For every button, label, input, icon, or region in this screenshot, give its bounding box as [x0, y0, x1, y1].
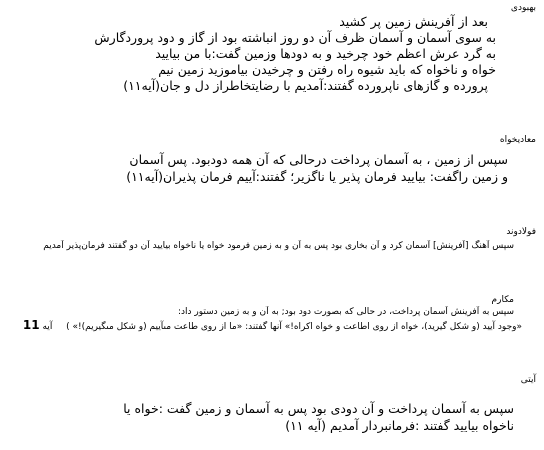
translation-makarem	[4, 294, 536, 334]
verse-line: سپس از زمین ، به آسمان پرداخت درحالی که آن همه دودبود. پس آسمان	[129, 152, 508, 167]
translator-name: مکارم	[491, 295, 514, 305]
translation-behboudi	[4, 2, 536, 94]
verse-label: آیه	[42, 322, 53, 332]
verse-line: بعد از آفرینش زمین پر کشید	[339, 14, 488, 29]
verse-line: خواه و ناخواه که باید شیوه راه رفتن و چرخیدن بیاموزید زمین نیم	[158, 62, 496, 77]
translation-moadikhah	[4, 134, 536, 185]
verse-line: به گرد عرش اعظم خود چرخید و به دودها وزمین گفت:با من بیایید	[155, 46, 496, 61]
verse-line: ناخواه بیایید گفتند :فرمانبردار آمدیم (آیه ۱۱)	[285, 418, 514, 433]
translation-ayati	[4, 374, 536, 434]
translator-name: آیتی	[520, 375, 536, 385]
translator-name: بهبودی	[510, 3, 536, 13]
verse-line: سپس به آفرینش آسمان پرداخت، در حالى كه بصورت دود بود; به آن و به زمین دستور داد:	[177, 307, 514, 317]
verse-line: به سوی آسمان و آسمان ظرف آن دو روز انباشته بود از گاز و دود پروردگارش	[94, 30, 496, 45]
translation-fouladvand	[4, 226, 536, 253]
verse-line: سپس آهنگ [آفرينش‌] آسمان كرد و آن بخارى بود پس به آن و به زمين فرمود خواه يا ناخواه بياييد آن دو گفتند فرمان‌پذير آمديم	[43, 241, 514, 251]
verse-line: و زمین راگفت: بیایید فرمان پذیر یا ناگزیر؛ گفتند:آییم فرمان پذیران(آیه۱۱)	[126, 169, 508, 184]
verse-text: «وجود آیید (و شكل گیرید)، خواه از روى اطاعت و خواه اكراه!» آنها گفتند: «ما از روى طاعت مى‏آییم (و شكل مى‏گیریم)!» )	[66, 322, 522, 332]
verse-line: سپس به آسمان پرداخت و آن دودی بود پس به آسمان و زمین گفت :خواه یا	[123, 401, 514, 416]
verse-line: پرورده و گازهای ناپرورده گفتند:آمدیم با رضایتخاطراز دل و جان(آیه۱۱)	[123, 78, 488, 93]
verse-number: 11	[22, 319, 40, 332]
translator-name: فولادوند	[506, 227, 536, 237]
translator-name: معادیخواه	[499, 135, 536, 145]
verse-line	[4, 319, 536, 334]
